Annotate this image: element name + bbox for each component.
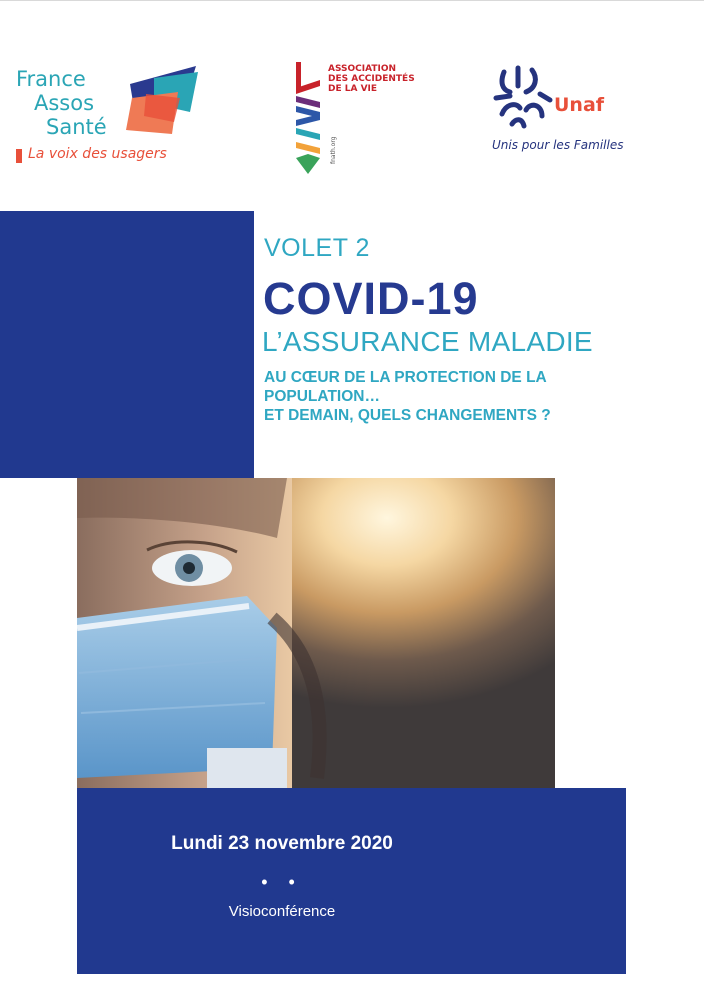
event-date: Lundi 23 novembre 2020 (171, 833, 393, 854)
unaf-tagline: Unis pour les Familles (492, 138, 624, 152)
top-border (0, 0, 704, 1)
fnath-logo (290, 60, 430, 175)
logo-text-assos: Assos (34, 91, 95, 115)
france-assos-sante-logo (12, 62, 212, 172)
fnath-name: ASSOCIATION DES ACCIDENTÉS DE LA VIE (328, 64, 415, 94)
separator-dots: • • (261, 872, 303, 892)
unaf-name: Unaf (554, 94, 605, 116)
fnath-emblem-icon (290, 62, 326, 174)
unaf-logo (490, 64, 640, 164)
title-description (264, 368, 664, 425)
unaf-emblem-icon (490, 64, 554, 134)
france-assos-sante-emblem-icon (124, 64, 198, 136)
volet-label: VOLET 2 (264, 234, 370, 262)
logo-text-france: France (16, 67, 86, 91)
logo-tagline: La voix des usagers (28, 146, 167, 162)
blue-accent-panel (0, 211, 254, 478)
event-format: Visioconférence (228, 903, 336, 920)
title-subtitle: L’ASSURANCE MALADIE (262, 326, 593, 357)
main-title: COVID-19 (263, 273, 479, 324)
description-line: ET DEMAIN, QUELS CHANGEMENTS ? (264, 407, 551, 424)
masked-person-photo (77, 478, 555, 788)
description-line: POPULATION… (264, 388, 380, 405)
photo-illustration (77, 478, 555, 788)
logo-text-sante: Santé (46, 115, 107, 139)
description-line: AU CŒUR DE LA PROTECTION DE LA (264, 369, 547, 386)
fnath-url: fnath.org (330, 136, 337, 164)
tagline-marker-icon (16, 149, 22, 163)
